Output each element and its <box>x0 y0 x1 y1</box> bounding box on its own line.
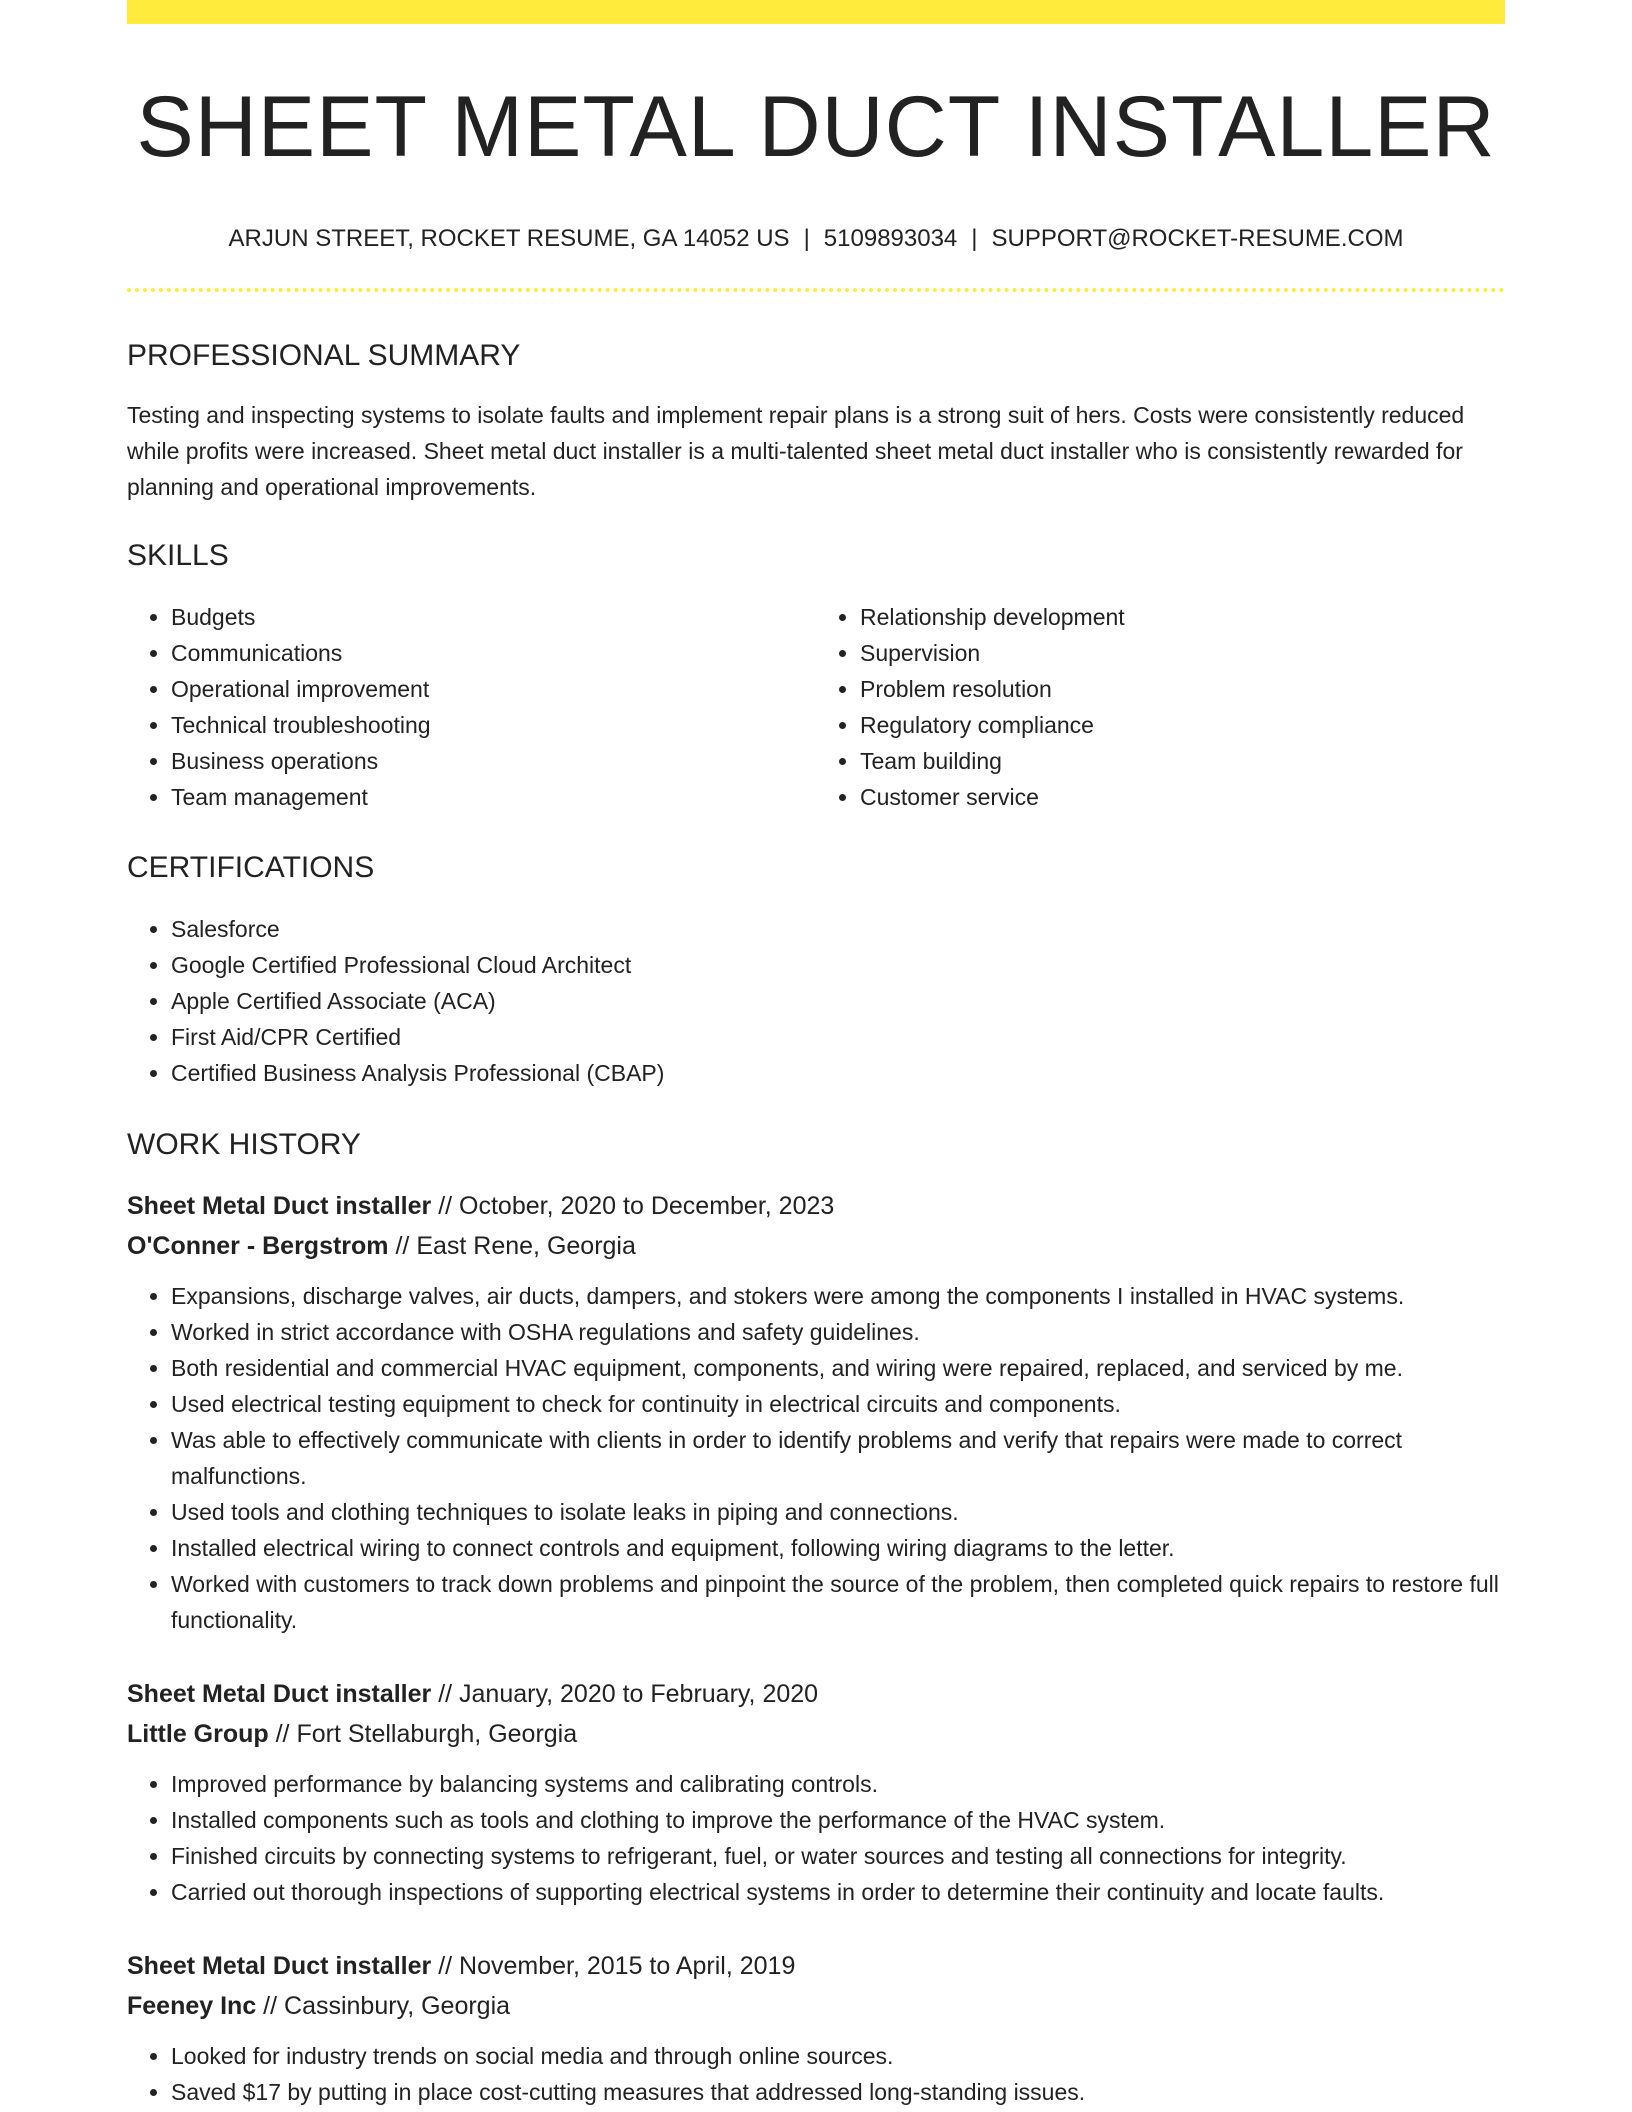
job-entry <box>127 1186 1505 1638</box>
job-company: Feeney Inc <box>127 1992 257 2020</box>
job-title: Sheet Metal Duct installer <box>127 1192 432 1220</box>
job-title-line <box>127 1674 1505 1714</box>
list-item: • Operational improvement <box>171 671 816 707</box>
list-item: • Google Certified Professional Cloud Architect <box>171 947 1505 983</box>
list-item: • Certified Business Analysis Professional (CBAP) <box>171 1055 1505 1091</box>
resume-page <box>127 0 1505 2110</box>
contact-separator: | <box>971 225 978 252</box>
job-entry <box>127 1674 1505 1910</box>
list-item: • Improved performance by balancing systems and calibrating controls. <box>171 1766 1505 1802</box>
job-company: O'Conner - Bergstrom <box>127 1232 389 1260</box>
list-item: • Budgets <box>171 599 816 635</box>
job-company-line <box>127 1226 1505 1266</box>
certifications-list <box>127 911 1505 1091</box>
list-item: • Used tools and clothing techniques to isolate leaks in piping and connections. <box>171 1494 1505 1530</box>
list-item: • Used electrical testing equipment to check for continuity in electrical circuits and components. <box>171 1386 1505 1422</box>
list-item: • Was able to effectively communicate with clients in order to identify problems and verify that repairs were made to correct malfunctions. <box>171 1422 1505 1494</box>
list-item: • Apple Certified Associate (ACA) <box>171 983 1505 1019</box>
job-entry <box>127 1946 1505 2110</box>
job-bullets <box>127 2038 1505 2110</box>
contact-address: ARJUN STREET, ROCKET RESUME, GA 14052 US <box>228 225 790 252</box>
list-item: • Technical troubleshooting <box>171 707 816 743</box>
list-item: • Customer service <box>860 779 1505 815</box>
list-item: • Communications <box>171 635 816 671</box>
job-company-line <box>127 1714 1505 1754</box>
job-dates: // October, 2020 to December, 2023 <box>431 1192 835 1220</box>
job-location: // East Rene, Georgia <box>388 1232 636 1260</box>
job-title: Sheet Metal Duct installer <box>127 1952 432 1980</box>
list-item: • Relationship development <box>860 599 1505 635</box>
list-item: • Supervision <box>860 635 1505 671</box>
page-title: SHEET METAL DUCT INSTALLER <box>136 79 1496 175</box>
summary-heading: PROFESSIONAL SUMMARY <box>127 339 521 372</box>
list-item: • Problem resolution <box>860 671 1505 707</box>
list-item: • Regulatory compliance <box>860 707 1505 743</box>
contact-email: SUPPORT@ROCKET-RESUME.COM <box>991 225 1404 252</box>
skills-heading: SKILLS <box>127 539 229 572</box>
skills-columns <box>127 599 1505 815</box>
job-bullets <box>127 1766 1505 1910</box>
list-item: • First Aid/CPR Certified <box>171 1019 1505 1055</box>
list-item: • Worked in strict accordance with OSHA regulations and safety guidelines. <box>171 1314 1505 1350</box>
list-item: • Salesforce <box>171 911 1505 947</box>
contact-separator: | <box>803 225 810 252</box>
list-item: • Saved $17 by putting in place cost-cutting measures that addressed long-standing issues. <box>171 2074 1505 2110</box>
list-item: • Expansions, discharge valves, air ducts, dampers, and stokers were among the components I installed in HVAC systems. <box>171 1278 1505 1314</box>
list-item: • Both residential and commercial HVAC equipment, components, and wiring were repaired, replaced, and serviced by me. <box>171 1350 1505 1386</box>
job-bullets <box>127 1278 1505 1638</box>
contact-line <box>127 227 1505 251</box>
job-company: Little Group <box>127 1720 269 1748</box>
job-dates: // November, 2015 to April, 2019 <box>431 1952 796 1980</box>
skills-left-list <box>127 599 816 815</box>
list-item: • Installed components such as tools and clothing to improve the performance of the HVAC system. <box>171 1802 1505 1838</box>
list-item: • Looked for industry trends on social media and through online sources. <box>171 2038 1505 2074</box>
job-title: Sheet Metal Duct installer <box>127 1680 432 1708</box>
list-item: • Worked with customers to track down problems and pinpoint the source of the problem, then completed quick repairs to restore full functionality. <box>171 1566 1505 1638</box>
job-title-line <box>127 1946 1505 1986</box>
accent-top-bar <box>127 0 1505 24</box>
list-item: • Finished circuits by connecting systems to refrigerant, fuel, or water sources and testing all connections for integrity. <box>171 1838 1505 1874</box>
certifications-heading: CERTIFICATIONS <box>127 851 375 884</box>
job-company-line <box>127 1986 1505 2026</box>
list-item: • Team management <box>171 779 816 815</box>
list-item: • Carried out thorough inspections of supporting electrical systems in order to determine their continuity and locate faults. <box>171 1874 1505 1910</box>
job-location: // Fort Stellaburgh, Georgia <box>268 1720 578 1748</box>
list-item: • Team building <box>860 743 1505 779</box>
skills-right-list <box>816 599 1505 815</box>
list-item: • Business operations <box>171 743 816 779</box>
summary-text: Testing and inspecting systems to isolate faults and implement repair plans is a strong suit of hers. Costs were consistently reduced while profits were increased. Sheet metal duct installer is a multi-talented sheet metal duct installer who is consistently rewarded for planning and operational improvements. <box>127 402 1465 500</box>
job-title-line <box>127 1186 1505 1226</box>
job-dates: // January, 2020 to February, 2020 <box>431 1680 819 1708</box>
dotted-divider <box>127 288 1505 292</box>
contact-phone: 5109893034 <box>823 225 958 252</box>
list-item: • Installed electrical wiring to connect controls and equipment, following wiring diagrams to the letter. <box>171 1530 1505 1566</box>
job-location: // Cassinbury, Georgia <box>256 1992 511 2020</box>
work-history-heading: WORK HISTORY <box>127 1128 361 1161</box>
